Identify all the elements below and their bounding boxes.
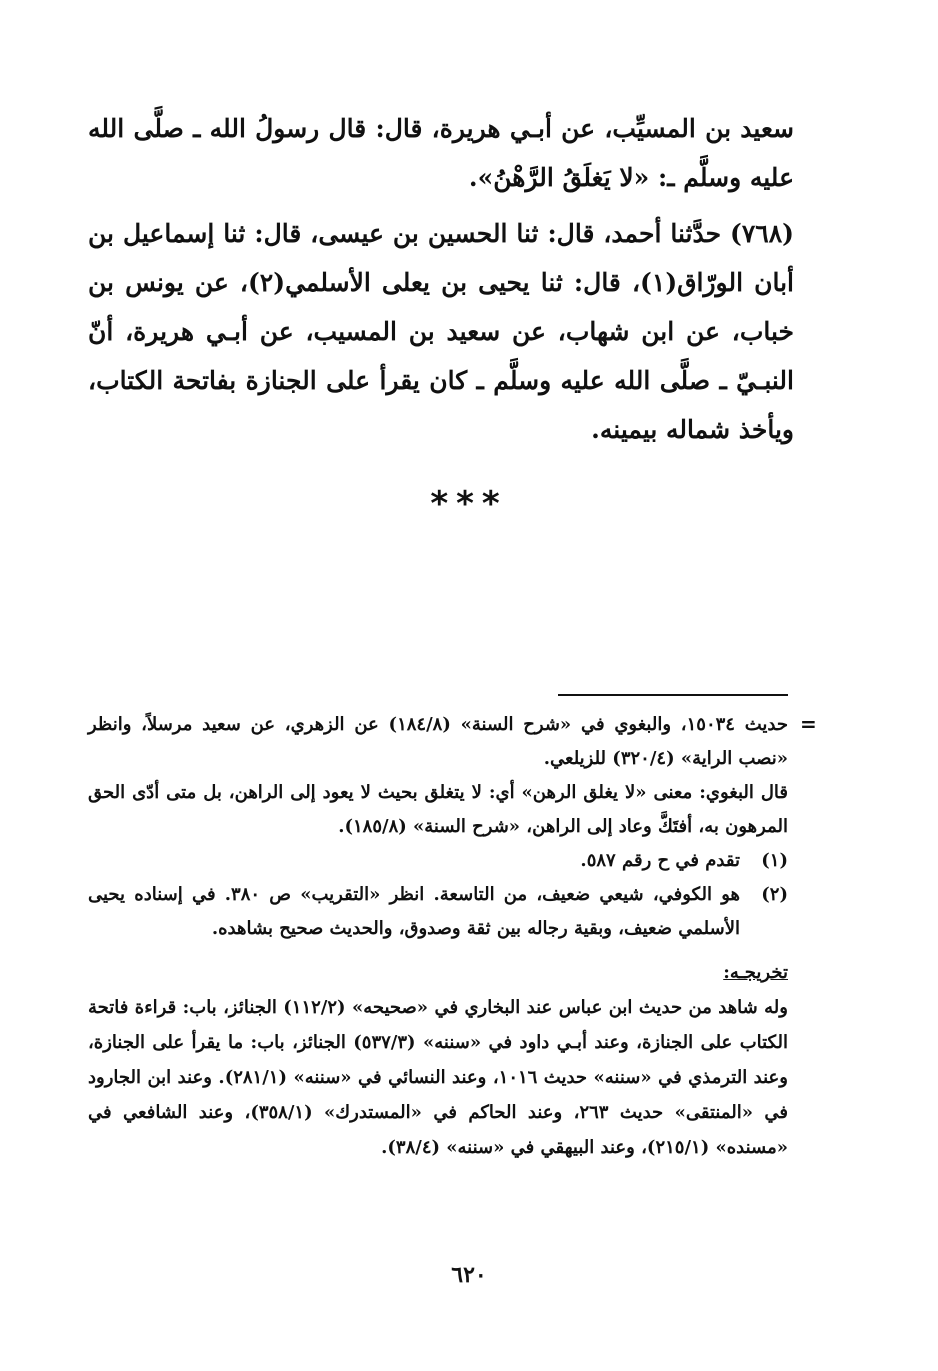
main-paragraph-1 bbox=[88, 104, 794, 202]
footnote-1 bbox=[88, 844, 788, 878]
takhrij-text: وله شاهد من حديث ابن عباس عند البخاري في «صحيحه» (١١٢/٢) الجنائز، باب: قراءة فاتحة الكتاب على الجنازة، وعند أبـي داود في «سننه» (٥٣٧/٣) الجنائز، باب: ما يقرأ على الجنازة، وعند الترمذي في «سننه» حديث ١٠١٦، وعند النسائي في «سننه» (٢٨١/١). وعند ابن الجارود في «المنتقى» حديث ٢٦٣، وعند الحاكم في «المستدرك» (٣٥٨/١)، وعند الشافعي في «مسنده» (٢١٥/١)، وعند البيهقي في «سننه» (٣٨/٤). bbox=[88, 997, 788, 1158]
footnote-1-text: تقدم في ح رقم ٥٨٧. bbox=[580, 850, 740, 871]
page-number: ٦٢٠ bbox=[451, 1262, 487, 1288]
main-paragraph-2 bbox=[88, 209, 794, 454]
footnote-2 bbox=[88, 878, 788, 946]
main-paragraph-2-text: (٧٦٨) حدَّثنا أحمد، قال: ثنا الحسين بن عيسى، قال: ثنا إسماعيل بن أبان الورّاق(١)، قال: ثنا يحيى بن يعلى الأسلمي(٢)، عن يونس بن خباب، عن ابن شهاب، عن سعيد بن المسيب، عن أبـي هريرة، أنّ النبـيّ ـ صلَّى الله عليه وسلَّم ـ كان يقرأ على الجنازة بفاتحة الكتاب، ويأخذ شماله بيمينه. bbox=[88, 219, 794, 444]
footnote-divider bbox=[558, 694, 788, 696]
footnotes-section bbox=[88, 708, 788, 1165]
takhrij-heading: تخريجـه: bbox=[723, 962, 788, 983]
footnote-continuation-2: قال البغوي: معنى «لا يغلق الرهن» أي: لا يتغلق بحيث لا يعود إلى الراهن، بل متى أدّى الحق المرهون به، أفتَكَّ وعاد إلى الراهن، «شرح السنة» (١٨٥/٨). bbox=[88, 782, 788, 837]
footnote-continuation-mark: = bbox=[800, 712, 817, 736]
footnote-1-number: (١) bbox=[761, 850, 788, 871]
footnote-2-text: هو الكوفي، شيعي ضعيف، من التاسعة. انظر «التقريب» ص ٣٨٠. في إسناده يحيى الأسلمي ضعيف، وبقية رجاله بين ثقة وصدوق، والحديث صحيح بشاهده. bbox=[88, 884, 740, 939]
section-separator: *** bbox=[430, 484, 508, 524]
footnote-continuation-1: حديث ١٥٠٣٤، والبغوي في «شرح السنة» (١٨٤/٨) عن الزهري، عن سعيد مرسلاً، وانظر «نصب الراية» (٣٢٠/٤) للزيلعي. bbox=[88, 714, 788, 769]
main-paragraph-1-text: سعيد بن المسيِّب، عن أبـي هريرة، قال: قال رسولُ الله ـ صلَّى الله عليه وسلَّم ـ: «لا يَغلَقُ الرَّهْنُ». bbox=[88, 114, 794, 192]
footnote-2-number: (٢) bbox=[761, 884, 788, 905]
